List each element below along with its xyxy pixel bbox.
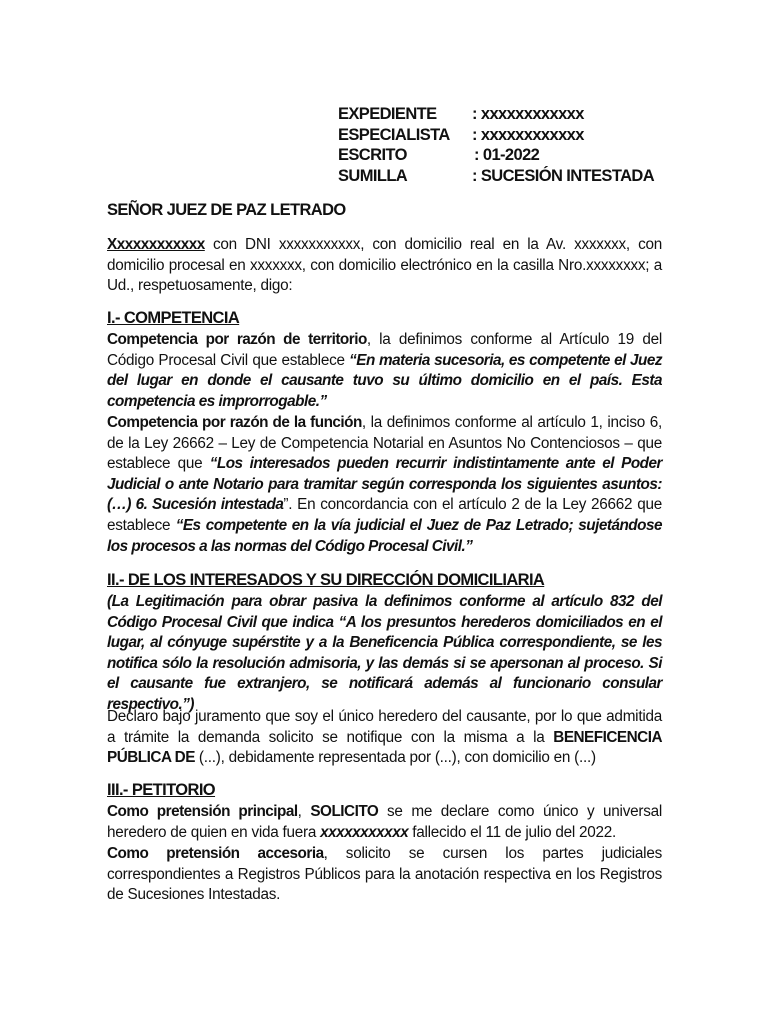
pretension-principal-paragraph bbox=[107, 802, 662, 843]
principal-sep: , bbox=[297, 803, 311, 820]
legitimacion-paragraph bbox=[107, 592, 662, 716]
addressee: SEÑOR JUEZ DE PAZ LETRADO bbox=[107, 201, 346, 219]
accesoria-text: , solicito se cursen los partes judiciales correspondientes a Registros Públicos para la anotación respectiva en los Registros de Sucesiones Intestadas. bbox=[107, 845, 662, 904]
escrito-row bbox=[338, 145, 654, 166]
sumilla-value: : SUCESIÓN INTESTADA bbox=[472, 166, 655, 185]
deceased-name: xxxxxxxxxxx bbox=[320, 823, 409, 841]
territorio-text: , la definimos conforme al Artículo 19 del Código Procesal Civil que establece bbox=[107, 331, 662, 369]
especialista-row bbox=[338, 125, 654, 146]
declaracion-text: Declaro bajo juramento que soy el único heredero del causante, por lo que admitida a trámite la demanda solicito se notifique con la misma a la bbox=[107, 708, 662, 746]
escrito-label: ESCRITO bbox=[338, 146, 407, 164]
competencia-territorio-paragraph bbox=[107, 330, 662, 412]
funcion-heading: Competencia por razón de la función bbox=[107, 414, 362, 431]
legitimacion-quote: (La Legitimación para obrar pasiva la definimos conforme al artículo 832 del Código Procesal Civil que indica “A los presuntos herederos domiciliados en el lugar, al cónyuge supérstite y a la Beneficencia Pública correspondiente, se les notifica sólo la resolución admisoria, y las demás si se apersonan al proceso. Si el causante fue extranjero, se notificará además al funcionario consular respectivo.”) bbox=[107, 593, 662, 713]
principal-text-2: fallecido el 11 de julio del 2022. bbox=[408, 823, 617, 841]
intro-paragraph bbox=[107, 235, 662, 297]
section-interesados-title: II.- DE LOS INTERESADOS Y SU DIRECCIÓN DOMICILIARIA bbox=[107, 571, 545, 589]
pretension-accesoria-paragraph bbox=[107, 844, 662, 906]
principal-heading: Como pretensión principal bbox=[107, 803, 298, 820]
expediente-value: : xxxxxxxxxxxx bbox=[472, 105, 584, 123]
beneficencia-name: BENEFICENCIA PÚBLICA DE bbox=[107, 728, 662, 767]
competencia-funcion-paragraph bbox=[107, 413, 662, 557]
principal-text: se me declare como único y universal heredero de quien en vida fuera bbox=[107, 803, 663, 841]
declaracion-paragraph bbox=[107, 707, 662, 769]
territorio-quote: “En materia sucesoria, es competente el Juez del lugar en donde el causante tuvo su último domicilio en el país. Esta competencia es improrrogable.” bbox=[107, 351, 662, 410]
funcion-text-2: ”. En concordancia con el artículo 2 de la Ley 26662 que establece bbox=[107, 496, 662, 534]
especialista-value: : xxxxxxxxxxxx bbox=[472, 125, 584, 144]
sumilla-label: SUMILLA bbox=[338, 166, 408, 185]
expediente-label: EXPEDIENTE bbox=[338, 105, 437, 123]
funcion-text: , la definimos conforme al artículo 1, inciso 6, de la Ley 26662 – Ley de Competencia Notarial en Asuntos No Contenciosos – que establece que bbox=[107, 414, 662, 473]
intro-text: con DNI xxxxxxxxxxx, con domicilio real en la Av. xxxxxxx, con domicilio procesal en xxxxxxx, con domicilio electrónico en la casilla Nro.xxxxxxxx; a Ud., respetuosamente, digo: bbox=[107, 236, 662, 295]
territorio-heading: Competencia por razón de territorio bbox=[107, 331, 367, 348]
funcion-quote: “Los interesados pueden recurrir indistintamente ante el Poder Judicial o ante Notario para tramitar según corresponda los siguientes asuntos: (…) 6. Sucesión intestada bbox=[107, 455, 662, 514]
petitioner-name: Xxxxxxxxxxxx bbox=[107, 236, 205, 253]
case-header bbox=[338, 104, 654, 186]
expediente-row bbox=[338, 104, 654, 125]
section-petitorio-title: III.- PETITORIO bbox=[107, 781, 216, 799]
sumilla-row bbox=[338, 166, 654, 187]
escrito-value: : 01-2022 bbox=[474, 146, 540, 164]
especialista-label: ESPECIALISTA bbox=[338, 125, 450, 144]
section-competencia-title: I.- COMPETENCIA bbox=[107, 309, 240, 327]
accesoria-heading: Como pretensión accesoria bbox=[107, 845, 324, 862]
declaracion-text-2: (...), debidamente representada por (...), con domicilio en (...) bbox=[194, 749, 596, 767]
funcion-quote-2: “Es competente en la vía judicial el Juez de Paz Letrado; sujetándose los procesos a las normas del Código Procesal Civil.” bbox=[107, 516, 662, 555]
solicito-word: SOLICITO bbox=[310, 803, 379, 820]
